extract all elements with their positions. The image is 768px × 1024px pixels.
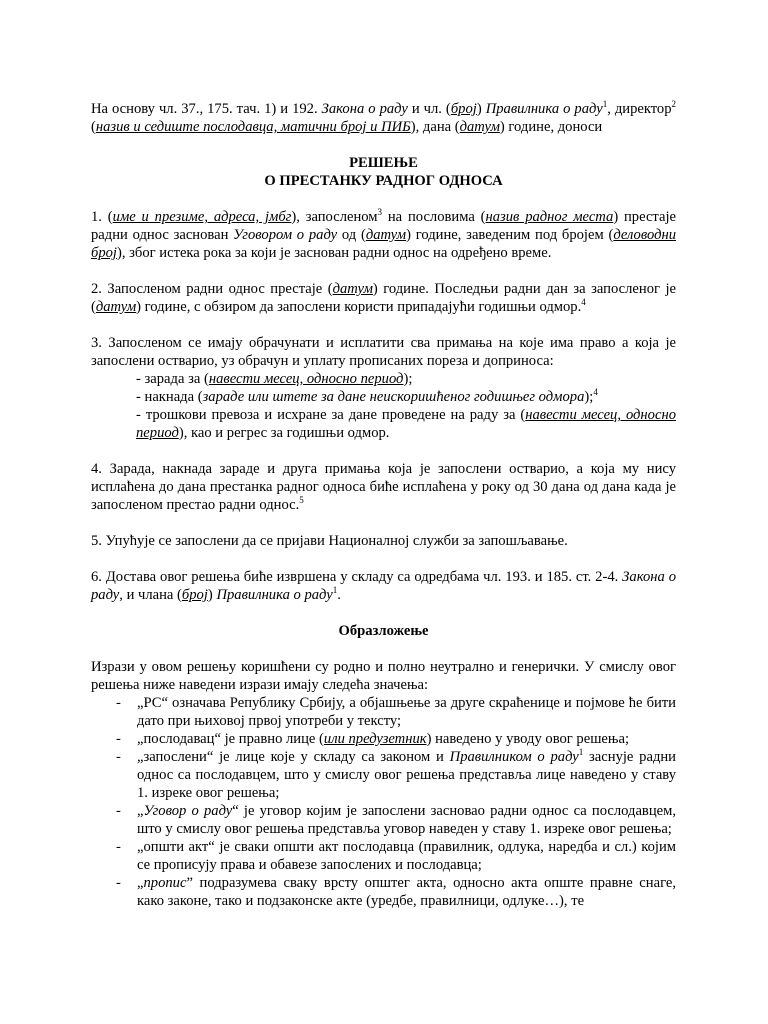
text: - трошкови превоза и исхране за дане проведене на раду за ( bbox=[136, 407, 526, 423]
clause-3: 3. Запосленом се имају обрачунати и исплатити сва примања на које има право а која је запослени остварио, уз обрачун и уплату прописаних пореза и доприноса: bbox=[91, 335, 676, 369]
placeholder-registry-number: деловодни број bbox=[91, 227, 676, 261]
contract-reference: Уговор о раду bbox=[143, 803, 233, 819]
text: , и члана ( bbox=[119, 587, 182, 603]
list-dash: - bbox=[116, 803, 121, 819]
footnote-mark: 1 bbox=[578, 747, 584, 758]
list-dash: - bbox=[116, 695, 121, 711]
text: „РС“ означава Републику Србију, а објашњење за друге скраћенице и појмове ће бити дато при њиховој првој употреби у тексту; bbox=[137, 695, 676, 729]
footnote-mark: 5 bbox=[299, 495, 304, 506]
clause-1 bbox=[91, 208, 676, 262]
text: ) bbox=[476, 101, 486, 117]
placeholder-employee: име и презиме, адреса, јмбг bbox=[112, 209, 292, 225]
placeholder-position: назив радног места bbox=[485, 209, 614, 225]
preamble bbox=[91, 100, 676, 136]
document-page bbox=[91, 100, 676, 910]
placeholder-date: датум bbox=[332, 281, 373, 297]
text: ) године, заведеним под бројем ( bbox=[406, 227, 614, 243]
text: ), дана ( bbox=[410, 119, 460, 135]
text: , директор bbox=[607, 101, 672, 117]
definition-item bbox=[91, 838, 676, 874]
text: „ bbox=[137, 875, 144, 891]
rulebook-reference: Правилника о раду bbox=[216, 587, 333, 603]
text: „општи акт“ је сваки општи акт послодавца (правилник, одлука, наредба и сл.) којим се прописују права и обавезе запослених и послодавца; bbox=[137, 839, 676, 873]
law-reference: Закона о раду bbox=[91, 569, 676, 603]
clause-3-item-salary bbox=[136, 370, 676, 388]
footnote-mark: 3 bbox=[377, 207, 383, 218]
reasoning-intro: Изрази у овом решењу коришћени су родно и полно неутрално и генерички. У смислу овог решења ниже наведени изрази имају следећа значења: bbox=[91, 659, 676, 693]
definition-item bbox=[91, 802, 676, 838]
document-subtitle: О ПРЕСТАНКУ РАДНОГ ОДНОСА bbox=[264, 173, 503, 189]
text: 4. Зарада, накнада зараде и друга примања која је запослени остварио, а која му нису исплаћена до дана престанка радног односа биће исплаћена у року од 30 дана од дана када је запосленом престао радни однос. bbox=[91, 461, 676, 513]
list-dash: - bbox=[116, 731, 121, 747]
clause-5: 5. Упућује се запослени да се пријави Националној служби за запошљавање. bbox=[91, 533, 568, 549]
placeholder-period: навести месец, односно период bbox=[208, 371, 404, 387]
placeholder-date: датум bbox=[365, 227, 407, 243]
text: и чл. ( bbox=[407, 101, 451, 117]
text: ) наведено у уводу овог решења; bbox=[426, 731, 629, 747]
placeholder-date: датум bbox=[459, 119, 500, 135]
footnote-mark: 2 bbox=[671, 99, 677, 110]
text: ); bbox=[403, 371, 413, 387]
footnote-mark: 4 bbox=[593, 387, 598, 398]
text: ) престаје радни однос заснован bbox=[91, 209, 676, 243]
text: „запослени“ је лице које у складу са законом и bbox=[137, 749, 450, 765]
contract-reference: Уговором о раду bbox=[233, 227, 338, 243]
text: ), због истека рока за који је заснован радни однос на одређено време. bbox=[117, 245, 552, 261]
text: - накнада ( bbox=[136, 389, 203, 405]
law-reference: Закона о раду bbox=[321, 101, 408, 117]
text: На основу чл. 37., 175. тач. 1) и 192. bbox=[91, 101, 322, 117]
document-title: РЕШЕЊЕ bbox=[349, 155, 418, 171]
rulebook-reference: Правилником о раду bbox=[449, 749, 579, 765]
text: од ( bbox=[337, 227, 366, 243]
text: 2. Запосленом радни однос престаје ( bbox=[91, 281, 333, 297]
clause-3-items bbox=[91, 370, 676, 442]
text: „ bbox=[137, 803, 144, 819]
definition-item bbox=[91, 730, 676, 748]
footnote-mark: 1 bbox=[332, 585, 338, 596]
clause-6 bbox=[91, 568, 676, 604]
text: “ је уговор којим је запослени засновао радни однос са послодавцем, што у смислу овог решења представља уговор наведен у ставу 1. изреке овог решења; bbox=[137, 803, 676, 837]
placeholder-entrepreneur: или предузетник bbox=[323, 731, 427, 747]
list-dash: - bbox=[116, 749, 121, 765]
placeholder-number: број bbox=[181, 587, 208, 603]
text: ) године. Последњи радни дан за запосленог је ( bbox=[91, 281, 676, 315]
placeholder-period: навести месец, односно период bbox=[136, 407, 676, 441]
text: ) године, доноси bbox=[499, 119, 603, 135]
clause-3-item-compensation bbox=[136, 388, 676, 406]
text: 1. ( bbox=[91, 209, 113, 225]
list-dash: - bbox=[116, 839, 121, 855]
text: . bbox=[337, 587, 341, 603]
definition-item bbox=[91, 748, 676, 802]
text: ” подразумева сваку врсту општег акта, односно акта опште правне снаге, како законе, тако и подзаконске акте (уредбе, правилници, одлуке…), те bbox=[137, 875, 676, 909]
text: ( bbox=[91, 119, 96, 135]
placeholder-number: број bbox=[450, 101, 477, 117]
text: заснује радни однос са послодавцем, што у смислу овог решења представља лице наведено у ставу 1. изреке овог решења; bbox=[137, 749, 676, 801]
text: 6. Достава овог решења биће извршена у складу са одредбама чл. 193. и 185. ст. 2-4. bbox=[91, 569, 623, 585]
list-dash: - bbox=[116, 875, 121, 891]
footnote-mark: 1 bbox=[602, 99, 608, 110]
regulation-term: пропис bbox=[143, 875, 187, 891]
text: - зарада за ( bbox=[136, 371, 209, 387]
clause-2 bbox=[91, 280, 676, 316]
clause-3-item-costs bbox=[136, 406, 676, 442]
placeholder-date: датум bbox=[95, 299, 137, 315]
reasoning-title: Образложење bbox=[338, 623, 429, 639]
footnote-mark: 4 bbox=[581, 297, 586, 308]
definitions-list bbox=[91, 694, 676, 910]
text: ); bbox=[584, 389, 594, 405]
definition-item bbox=[91, 694, 676, 730]
text: „послодавац“ је правно лице ( bbox=[137, 731, 324, 747]
text: ) године, с обзиром да запослени користи припадајући годишњи одмор. bbox=[136, 299, 582, 315]
rulebook-reference: Правилника о раду bbox=[485, 101, 603, 117]
text: ), запосленом bbox=[291, 209, 378, 225]
text: ), као и регрес за годишњи одмор. bbox=[178, 425, 390, 441]
definition-item bbox=[91, 874, 676, 910]
clause-4 bbox=[91, 460, 676, 514]
compensation-type: зараде или штете за дане неискоришћеног годишњег одмора bbox=[202, 389, 585, 405]
placeholder-employer: назив и седиште послодавца, матични број и ПИБ bbox=[95, 119, 411, 135]
text: ) bbox=[207, 587, 217, 603]
text: на пословима ( bbox=[382, 209, 486, 225]
